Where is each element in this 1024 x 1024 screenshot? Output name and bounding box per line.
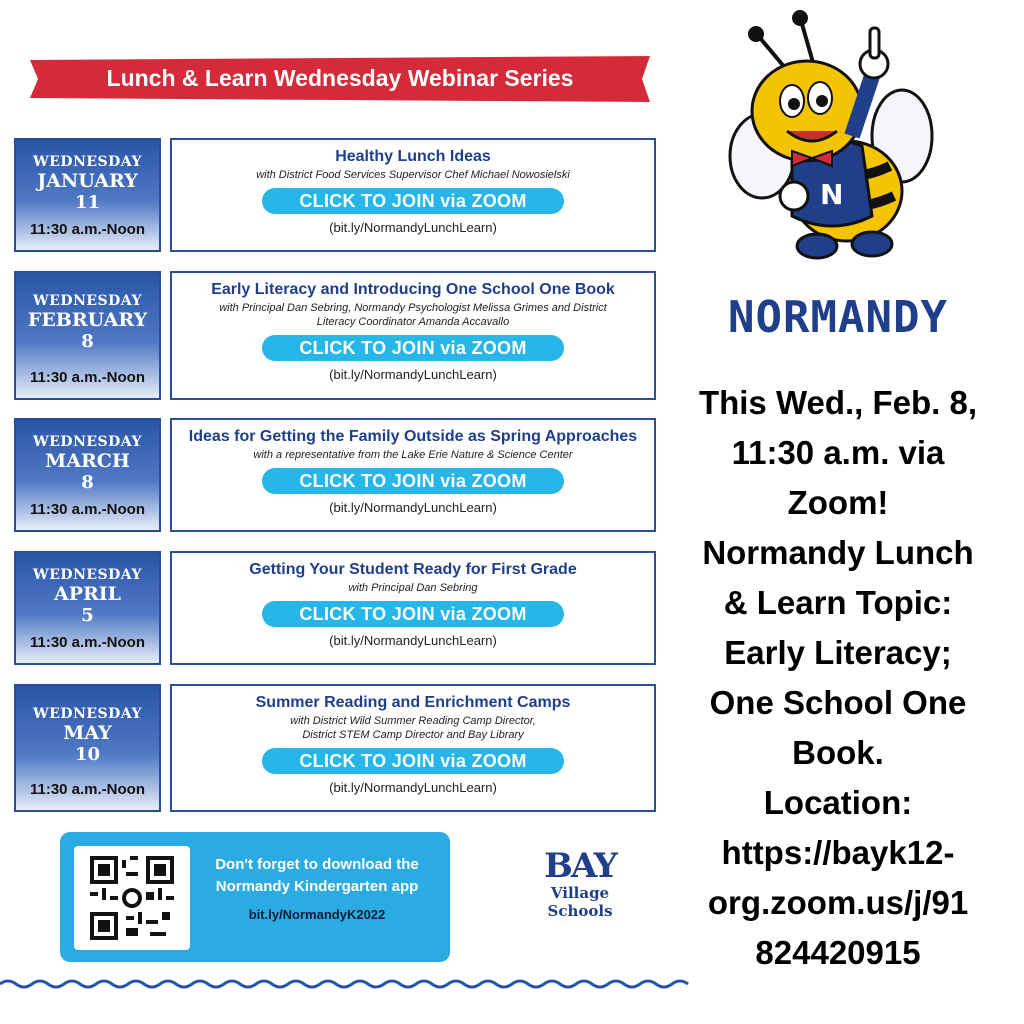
session-row — [14, 271, 656, 400]
date-time: 11:30 a.m.-Noon — [29, 369, 146, 386]
date-box — [14, 418, 161, 532]
date-month: MAY — [63, 722, 112, 744]
announcement-line: Normandy Lunch — [702, 534, 974, 571]
session-link[interactable]: (bit.ly/NormandyLunchLearn) — [329, 633, 497, 648]
announcement-line: Zoom! — [787, 484, 889, 521]
school-name: NORMANDY — [728, 292, 948, 343]
join-zoom-button[interactable]: CLICK TO JOIN via ZOOM — [262, 188, 564, 214]
date-time: 11:30 a.m.-Noon — [29, 221, 146, 238]
wave-divider — [0, 978, 690, 990]
date-box — [14, 271, 161, 400]
date-month: FEBRUARY — [27, 309, 148, 331]
date-month: APRIL — [53, 583, 122, 605]
banner-title: Lunch & Learn Wednesday Webinar Series — [106, 65, 574, 91]
session-info — [170, 138, 656, 252]
session-link[interactable]: (bit.ly/NormandyLunchLearn) — [329, 367, 497, 382]
session-title: Healthy Lunch Ideas — [335, 148, 491, 165]
bay-logo-mark: BAY — [544, 846, 616, 886]
session-presenters: with Principal Dan Sebring — [348, 582, 478, 594]
date-box — [14, 684, 161, 812]
bee-mascot-icon — [722, 6, 942, 276]
bay-village-schools-logo — [538, 848, 622, 948]
date-day: 11 — [74, 192, 101, 213]
bay-logo-schools: Schools — [547, 902, 613, 920]
date-day: 5 — [81, 605, 94, 626]
date-time: 11:30 a.m.-Noon — [29, 501, 146, 518]
date-day: 8 — [81, 472, 94, 493]
announcement-line[interactable]: https://bayk12- — [721, 834, 955, 871]
session-row — [14, 551, 656, 665]
session-info — [170, 418, 656, 532]
session-info — [170, 271, 656, 400]
app-card-line1: Don't forget to download the — [215, 856, 419, 873]
date-weekday: WEDNESDAY — [33, 293, 142, 309]
date-box — [14, 138, 161, 252]
session-title: Getting Your Student Ready for First Grade — [249, 561, 577, 578]
date-month: MARCH — [45, 450, 130, 472]
app-card-text — [192, 854, 442, 926]
qr-code-icon — [90, 856, 174, 940]
session-title: Summer Reading and Enrichment Camps — [255, 694, 571, 711]
join-zoom-button[interactable]: CLICK TO JOIN via ZOOM — [262, 468, 564, 494]
session-row — [14, 138, 656, 252]
session-link[interactable]: (bit.ly/NormandyLunchLearn) — [329, 500, 497, 515]
session-row — [14, 684, 656, 812]
date-weekday: WEDNESDAY — [33, 434, 142, 450]
announcement-line: This Wed., Feb. 8, — [698, 384, 978, 421]
announcement-line[interactable]: org.zoom.us/j/91 — [707, 884, 969, 921]
series-banner — [30, 56, 650, 102]
join-zoom-button[interactable]: CLICK TO JOIN via ZOOM — [262, 601, 564, 627]
date-weekday: WEDNESDAY — [33, 154, 142, 170]
date-day: 8 — [81, 331, 94, 352]
session-presenters: with a representative from the Lake Erie Nature & Science Center — [253, 449, 573, 461]
session-presenters: with District Food Services Supervisor Chef Michael Nowosielski — [256, 169, 570, 181]
date-day: 10 — [74, 744, 101, 765]
announcement-line[interactable]: 824420915 — [755, 934, 921, 971]
session-info — [170, 551, 656, 665]
announcement-line: 11:30 a.m. via — [731, 434, 945, 471]
announcement-line: Book. — [792, 734, 884, 771]
qr-code[interactable] — [74, 846, 190, 950]
session-list — [14, 138, 656, 831]
session-presenters: with District Wild Summer Reading Camp Director, District STEM Camp Director and Bay Library — [290, 715, 536, 741]
date-time: 11:30 a.m.-Noon — [29, 634, 146, 651]
date-weekday: WEDNESDAY — [33, 706, 142, 722]
bay-logo-village: Village — [550, 884, 610, 902]
announcement — [672, 378, 1004, 978]
session-title: Ideas for Getting the Family Outside as Spring Approaches — [188, 428, 638, 445]
app-card-url[interactable]: bit.ly/NormandyK2022 — [248, 907, 386, 922]
join-zoom-button[interactable]: CLICK TO JOIN via ZOOM — [262, 748, 564, 774]
app-download-card[interactable] — [60, 832, 450, 962]
session-presenters: with Principal Dan Sebring, Normandy Psychologist Melissa Grimes and District Literacy Coordinator Amanda Accavallo — [219, 302, 607, 328]
announcement-line: One School One — [709, 684, 967, 721]
announcement-line: Early Literacy; — [724, 634, 952, 671]
svg-text:N: N — [820, 178, 844, 211]
announcement-line: & Learn Topic: — [723, 584, 953, 621]
session-info — [170, 684, 656, 812]
session-link[interactable]: (bit.ly/NormandyLunchLearn) — [329, 780, 497, 795]
date-time: 11:30 a.m.-Noon — [29, 781, 146, 798]
date-month: JANUARY — [37, 170, 138, 192]
session-title: Early Literacy and Introducing One School One Book — [211, 281, 615, 298]
join-zoom-button[interactable]: CLICK TO JOIN via ZOOM — [262, 335, 564, 361]
date-weekday: WEDNESDAY — [33, 567, 142, 583]
app-card-line2: Normandy Kindergarten app — [215, 878, 419, 895]
date-box — [14, 551, 161, 665]
announcement-line: Location: — [763, 784, 913, 821]
session-row — [14, 418, 656, 532]
session-link[interactable]: (bit.ly/NormandyLunchLearn) — [329, 220, 497, 235]
